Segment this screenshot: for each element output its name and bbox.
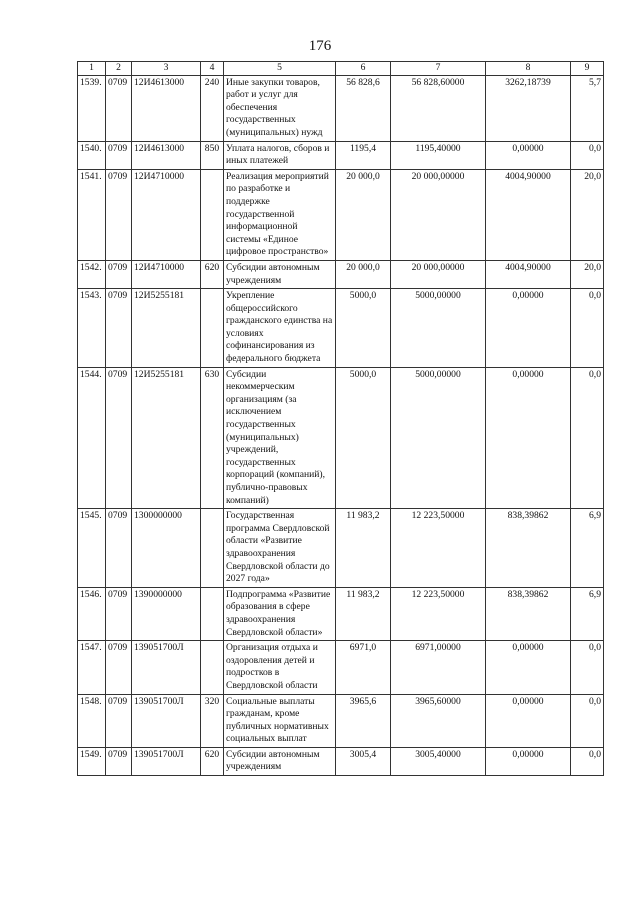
planned-amount-cell: 1195,4 bbox=[336, 141, 391, 169]
page-number: 176 bbox=[308, 38, 332, 54]
execution-percent-cell: 0,0 bbox=[571, 141, 604, 169]
planned-amount-cell: 3965,6 bbox=[336, 694, 391, 747]
executed-amount-cell: 3262,18739 bbox=[486, 75, 571, 141]
target-article-cell: 139051700Л bbox=[132, 641, 201, 694]
target-article-cell: 12И5255181 bbox=[132, 289, 201, 368]
table-row bbox=[78, 641, 604, 694]
item-name-cell: Организация отдыха и оздоровления детей и подростков в Свердловской области bbox=[224, 641, 336, 694]
expense-type-cell bbox=[201, 169, 224, 260]
adjusted-amount-cell: 20 000,00000 bbox=[391, 260, 486, 288]
executed-amount-cell: 0,00000 bbox=[486, 747, 571, 775]
section-code-cell: 0709 bbox=[106, 367, 132, 509]
row-number-cell: 1546. bbox=[78, 587, 106, 640]
row-number-cell: 1539. bbox=[78, 75, 106, 141]
executed-amount-cell: 4004,90000 bbox=[486, 260, 571, 288]
item-name-cell: Подпрограмма «Развитие образования в сфере здравоохранения Свердловской области» bbox=[224, 587, 336, 640]
planned-amount-cell: 11 983,2 bbox=[336, 509, 391, 588]
header-cell: 8 bbox=[486, 62, 571, 76]
target-article-cell: 1390000000 bbox=[132, 587, 201, 640]
expense-type-cell: 320 bbox=[201, 694, 224, 747]
planned-amount-cell: 20 000,0 bbox=[336, 260, 391, 288]
adjusted-amount-cell: 3005,40000 bbox=[391, 747, 486, 775]
row-number-cell: 1543. bbox=[78, 289, 106, 368]
item-name-cell: Субсидии автономным учреждениям bbox=[224, 260, 336, 288]
item-name-cell: Укрепление общероссийского гражданского единства на условиях софинансирования из федерального бюджета bbox=[224, 289, 336, 368]
row-number-cell: 1542. bbox=[78, 260, 106, 288]
expense-type-cell: 240 bbox=[201, 75, 224, 141]
section-code-cell: 0709 bbox=[106, 289, 132, 368]
adjusted-amount-cell: 3965,60000 bbox=[391, 694, 486, 747]
target-article-cell: 12И4710000 bbox=[132, 169, 201, 260]
table-row bbox=[78, 169, 604, 260]
executed-amount-cell: 0,00000 bbox=[486, 641, 571, 694]
table-body bbox=[78, 75, 604, 775]
section-code-cell: 0709 bbox=[106, 509, 132, 588]
item-name-cell: Социальные выплаты гражданам, кроме публичных нормативных социальных выплат bbox=[224, 694, 336, 747]
adjusted-amount-cell: 56 828,60000 bbox=[391, 75, 486, 141]
target-article-cell: 1300000000 bbox=[132, 509, 201, 588]
header-cell: 6 bbox=[336, 62, 391, 76]
section-code-cell: 0709 bbox=[106, 75, 132, 141]
item-name-cell: Иные закупки товаров, работ и услуг для обеспечения государственных (муниципальных) нужд bbox=[224, 75, 336, 141]
execution-percent-cell: 0,0 bbox=[571, 289, 604, 368]
section-code-cell: 0709 bbox=[106, 169, 132, 260]
table-row bbox=[78, 75, 604, 141]
executed-amount-cell: 838,39862 bbox=[486, 587, 571, 640]
adjusted-amount-cell: 12 223,50000 bbox=[391, 587, 486, 640]
execution-percent-cell: 20,0 bbox=[571, 169, 604, 260]
item-name-cell: Уплата налогов, сборов и иных платежей bbox=[224, 141, 336, 169]
item-name-cell: Реализация мероприятий по разработке и поддержке государственной информационной системы «Единое цифровое пространство» bbox=[224, 169, 336, 260]
header-cell: 4 bbox=[201, 62, 224, 76]
expense-type-cell: 620 bbox=[201, 747, 224, 775]
table-row bbox=[78, 509, 604, 588]
table-row bbox=[78, 587, 604, 640]
planned-amount-cell: 56 828,6 bbox=[336, 75, 391, 141]
execution-percent-cell: 0,0 bbox=[571, 641, 604, 694]
expense-type-cell bbox=[201, 509, 224, 588]
row-number-cell: 1547. bbox=[78, 641, 106, 694]
execution-percent-cell: 6,9 bbox=[571, 587, 604, 640]
planned-amount-cell: 6971,0 bbox=[336, 641, 391, 694]
table-row bbox=[78, 141, 604, 169]
section-code-cell: 0709 bbox=[106, 694, 132, 747]
execution-percent-cell: 5,7 bbox=[571, 75, 604, 141]
header-cell: 3 bbox=[132, 62, 201, 76]
execution-percent-cell: 0,0 bbox=[571, 747, 604, 775]
row-number-cell: 1548. bbox=[78, 694, 106, 747]
table-row bbox=[78, 260, 604, 288]
execution-percent-cell: 0,0 bbox=[571, 694, 604, 747]
planned-amount-cell: 3005,4 bbox=[336, 747, 391, 775]
header-cell: 7 bbox=[391, 62, 486, 76]
adjusted-amount-cell: 20 000,00000 bbox=[391, 169, 486, 260]
expense-type-cell: 620 bbox=[201, 260, 224, 288]
row-number-cell: 1549. bbox=[78, 747, 106, 775]
table-row bbox=[78, 694, 604, 747]
target-article-cell: 139051700Л bbox=[132, 694, 201, 747]
row-number-cell: 1541. bbox=[78, 169, 106, 260]
header-cell: 2 bbox=[106, 62, 132, 76]
target-article-cell: 12И4710000 bbox=[132, 260, 201, 288]
expense-type-cell bbox=[201, 641, 224, 694]
adjusted-amount-cell: 1195,40000 bbox=[391, 141, 486, 169]
header-cell: 5 bbox=[224, 62, 336, 76]
header-cell: 9 bbox=[571, 62, 604, 76]
item-name-cell: Государственная программа Свердловской области «Развитие здравоохранения Свердловской области до 2027 года» bbox=[224, 509, 336, 588]
item-name-cell: Субсидии некоммерческим организациям (за исключением государственных (муниципальных) учреждений, государственных корпораций (компаний), публично-правовых компаний) bbox=[224, 367, 336, 509]
target-article-cell: 12И4613000 bbox=[132, 141, 201, 169]
row-number-cell: 1545. bbox=[78, 509, 106, 588]
header-row bbox=[78, 62, 604, 76]
execution-percent-cell: 0,0 bbox=[571, 367, 604, 509]
executed-amount-cell: 0,00000 bbox=[486, 141, 571, 169]
target-article-cell: 12И4613000 bbox=[132, 75, 201, 141]
execution-percent-cell: 6,9 bbox=[571, 509, 604, 588]
adjusted-amount-cell: 5000,00000 bbox=[391, 367, 486, 509]
planned-amount-cell: 5000,0 bbox=[336, 289, 391, 368]
section-code-cell: 0709 bbox=[106, 641, 132, 694]
table-header bbox=[78, 62, 604, 76]
executed-amount-cell: 838,39862 bbox=[486, 509, 571, 588]
section-code-cell: 0709 bbox=[106, 141, 132, 169]
row-number-cell: 1544. bbox=[78, 367, 106, 509]
expense-type-cell: 630 bbox=[201, 367, 224, 509]
table-row bbox=[78, 747, 604, 775]
planned-amount-cell: 5000,0 bbox=[336, 367, 391, 509]
row-number-cell: 1540. bbox=[78, 141, 106, 169]
section-code-cell: 0709 bbox=[106, 260, 132, 288]
expense-type-cell bbox=[201, 289, 224, 368]
header-cell: 1 bbox=[78, 62, 106, 76]
executed-amount-cell: 0,00000 bbox=[486, 289, 571, 368]
executed-amount-cell: 4004,90000 bbox=[486, 169, 571, 260]
section-code-cell: 0709 bbox=[106, 747, 132, 775]
executed-amount-cell: 0,00000 bbox=[486, 367, 571, 509]
adjusted-amount-cell: 6971,00000 bbox=[391, 641, 486, 694]
expense-type-cell: 850 bbox=[201, 141, 224, 169]
execution-percent-cell: 20,0 bbox=[571, 260, 604, 288]
item-name-cell: Субсидии автономным учреждениям bbox=[224, 747, 336, 775]
table-row bbox=[78, 289, 604, 368]
adjusted-amount-cell: 5000,00000 bbox=[391, 289, 486, 368]
adjusted-amount-cell: 12 223,50000 bbox=[391, 509, 486, 588]
planned-amount-cell: 11 983,2 bbox=[336, 587, 391, 640]
target-article-cell: 12И5255181 bbox=[132, 367, 201, 509]
section-code-cell: 0709 bbox=[106, 587, 132, 640]
planned-amount-cell: 20 000,0 bbox=[336, 169, 391, 260]
budget-table bbox=[77, 61, 604, 776]
target-article-cell: 139051700Л bbox=[132, 747, 201, 775]
table-row bbox=[78, 367, 604, 509]
executed-amount-cell: 0,00000 bbox=[486, 694, 571, 747]
expense-type-cell bbox=[201, 587, 224, 640]
